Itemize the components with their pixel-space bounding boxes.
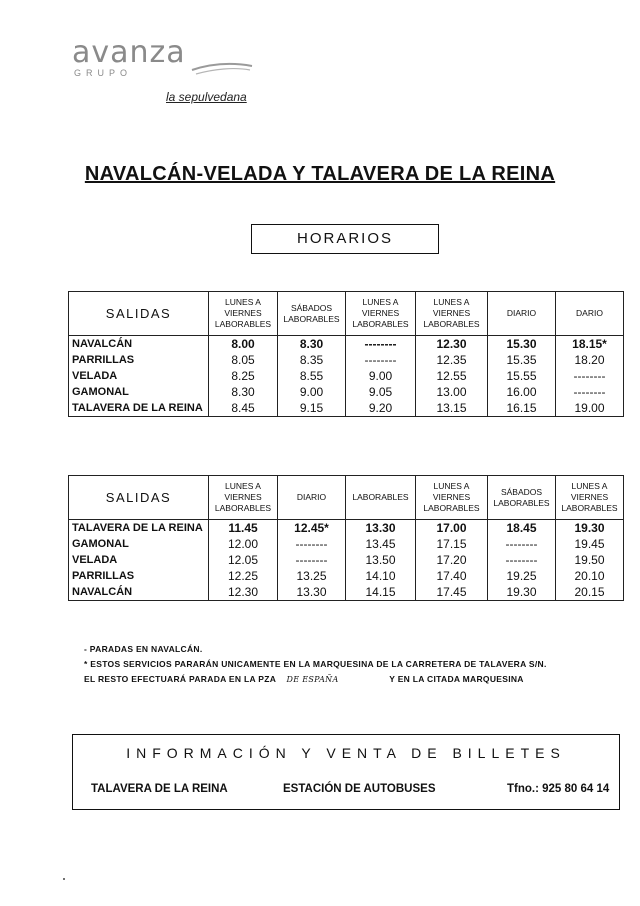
column-header bbox=[556, 292, 624, 336]
departure-time: 15.30 bbox=[506, 337, 537, 351]
departure-time: 13.00 bbox=[436, 385, 467, 399]
stop-name: PARRILLAS bbox=[72, 570, 135, 582]
departure-time: 11.45 bbox=[228, 521, 258, 535]
departure-time: 18.15* bbox=[572, 337, 607, 351]
logo-grupo: GRUPO bbox=[74, 68, 133, 78]
column-header bbox=[278, 476, 346, 520]
departure-time: 16.00 bbox=[506, 385, 537, 399]
header-line: SÁBADOS bbox=[290, 302, 333, 313]
departure-time: 8.55 bbox=[299, 369, 324, 383]
departure-time: -------- bbox=[364, 353, 397, 367]
departure-time: 12.55 bbox=[436, 369, 467, 383]
departure-time: 12.30 bbox=[436, 337, 467, 351]
departure-time: 12.25 bbox=[227, 569, 259, 583]
header-line: LUNES A bbox=[433, 297, 470, 307]
departure-time: 18.20 bbox=[574, 353, 605, 367]
header-line: VIERNES bbox=[224, 492, 262, 502]
header-line: VIERNES bbox=[361, 308, 400, 318]
note-rest-end: Y EN LA CITADA MARQUESINA bbox=[389, 674, 524, 684]
stop-name: TALAVERA DE LA REINA bbox=[72, 522, 203, 534]
column-header bbox=[416, 476, 488, 520]
column-header bbox=[488, 476, 556, 520]
time-column bbox=[209, 520, 278, 601]
departure-time: 15.55 bbox=[506, 369, 537, 383]
column-header bbox=[278, 292, 346, 336]
header-line: LUNES A bbox=[362, 297, 399, 307]
departure-time: 17.00 bbox=[436, 521, 467, 535]
time-column bbox=[488, 336, 556, 417]
schedule-table-return bbox=[68, 475, 624, 601]
header-line: VIERNES bbox=[432, 492, 471, 502]
info-station: ESTACIÓN DE AUTOBUSES bbox=[283, 783, 436, 795]
departure-time: -------- bbox=[573, 369, 606, 383]
departure-time: 19.00 bbox=[574, 401, 605, 415]
header-line: LABORABLES bbox=[214, 503, 272, 513]
info-heading: INFORMACIÓN Y VENTA DE BILLETES bbox=[126, 745, 566, 761]
time-column bbox=[209, 336, 278, 417]
departure-time: 20.15 bbox=[574, 585, 605, 599]
departure-time: 12.45* bbox=[294, 521, 329, 535]
time-column bbox=[556, 520, 624, 601]
departure-time: 12.35 bbox=[436, 353, 467, 367]
departure-time: -------- bbox=[505, 537, 538, 551]
departure-time: 18.45 bbox=[506, 521, 537, 535]
schedule-table-outbound bbox=[68, 291, 624, 417]
departure-time: 13.45 bbox=[365, 537, 396, 551]
departure-time: 13.25 bbox=[296, 569, 327, 583]
column-header bbox=[346, 476, 416, 520]
departure-time: 8.45 bbox=[231, 401, 255, 415]
time-column bbox=[346, 336, 416, 417]
stop-name: PARRILLAS bbox=[72, 354, 135, 366]
header-line: LABORABLES bbox=[352, 319, 409, 329]
header-line: LABORABLES bbox=[214, 319, 272, 329]
departure-time: 19.30 bbox=[506, 585, 537, 599]
logo-brand: avanza bbox=[72, 35, 186, 70]
horarios-label: HORARIOS bbox=[251, 224, 439, 254]
departure-time: 9.15 bbox=[299, 401, 324, 415]
logo-subtitle: la sepulvedana bbox=[166, 90, 247, 104]
logo-swoosh-icon bbox=[190, 52, 254, 78]
departure-time: 14.15 bbox=[365, 585, 396, 599]
stop-name: NAVALCÁN bbox=[72, 586, 133, 598]
stop-list bbox=[69, 520, 209, 601]
departure-time: 9.20 bbox=[368, 401, 393, 415]
note-rest-start: EL RESTO EFECTUARÁ PARADA EN LA PZA bbox=[84, 674, 276, 684]
stop-name: GAMONAL bbox=[72, 386, 129, 398]
departure-time: 8.00 bbox=[231, 337, 255, 351]
header-line: LUNES A bbox=[225, 297, 261, 307]
departure-time: -------- bbox=[295, 537, 328, 551]
header-line: DIARIO bbox=[506, 308, 537, 318]
departure-time: 19.25 bbox=[506, 569, 537, 583]
departure-time: 13.15 bbox=[436, 401, 467, 415]
header-line: LABORABLES bbox=[283, 313, 340, 324]
stop-name: NAVALCÁN bbox=[72, 338, 133, 350]
column-header bbox=[416, 292, 488, 336]
time-column bbox=[346, 520, 416, 601]
time-column bbox=[278, 520, 346, 601]
column-header bbox=[346, 292, 416, 336]
departure-time: 17.45 bbox=[436, 585, 467, 599]
note-stops: - PARADAS EN NAVALCÁN. bbox=[84, 644, 203, 654]
note-handwritten: DE ESPAÑA bbox=[286, 675, 339, 684]
departure-time: 17.40 bbox=[436, 569, 467, 583]
column-header bbox=[556, 476, 624, 520]
header-line: LABORABLES bbox=[423, 503, 480, 513]
departure-time: 13.30 bbox=[365, 521, 396, 535]
departure-time: 12.00 bbox=[227, 537, 259, 551]
header-line: DIARIO bbox=[296, 492, 327, 502]
header-line: LABORABLES bbox=[493, 497, 550, 508]
column-header bbox=[209, 476, 278, 520]
time-column bbox=[488, 520, 556, 601]
departure-time: -------- bbox=[505, 553, 538, 567]
time-column bbox=[416, 336, 488, 417]
time-column bbox=[556, 336, 624, 417]
departure-time: 9.00 bbox=[368, 369, 393, 383]
header-line: SÁBADOS bbox=[500, 486, 543, 497]
departure-time: 16.15 bbox=[506, 401, 537, 415]
page-title: NAVALCÁN-VELADA Y TALAVERA DE LA REINA bbox=[84, 163, 556, 185]
departure-time: 19.45 bbox=[574, 537, 605, 551]
scan-speck bbox=[63, 878, 65, 880]
info-phone: Tfno.: 925 80 64 14 bbox=[507, 783, 610, 795]
header-line: VIERNES bbox=[224, 308, 262, 318]
departure-time: 8.25 bbox=[231, 369, 255, 383]
info-box bbox=[72, 734, 620, 810]
time-column bbox=[416, 520, 488, 601]
header-line: LUNES A bbox=[225, 481, 261, 491]
departure-time: -------- bbox=[573, 385, 606, 399]
header-line: LUNES A bbox=[433, 481, 470, 491]
departure-time: 12.30 bbox=[227, 585, 259, 599]
header-line: LUNES A bbox=[571, 481, 608, 491]
footnotes bbox=[84, 642, 547, 687]
column-header bbox=[488, 292, 556, 336]
departure-time: 20.10 bbox=[574, 569, 605, 583]
departure-time: 9.05 bbox=[368, 385, 393, 399]
departure-time: 13.50 bbox=[365, 553, 396, 567]
header-line: LABORABLES bbox=[423, 319, 480, 329]
note-asterisk: * ESTOS SERVICIOS PARARÁN UNICAMENTE EN LA MARQUESINA DE LA CARRETERA DE TALAVERA S/N. bbox=[84, 659, 547, 669]
departure-time: 8.30 bbox=[231, 385, 255, 399]
stop-name: GAMONAL bbox=[72, 538, 129, 550]
departure-time: 8.30 bbox=[299, 337, 324, 351]
salidas-header: SALIDAS bbox=[69, 476, 209, 520]
departure-time: 17.20 bbox=[436, 553, 467, 567]
departure-time: -------- bbox=[295, 553, 328, 567]
stop-list bbox=[69, 336, 209, 417]
salidas-header: SALIDAS bbox=[69, 292, 209, 336]
departure-time: 8.05 bbox=[231, 353, 255, 367]
stop-name: TALAVERA DE LA REINA bbox=[72, 402, 203, 414]
departure-time: 8.35 bbox=[299, 353, 324, 367]
time-column bbox=[278, 336, 346, 417]
departure-time: 17.15 bbox=[436, 537, 467, 551]
departure-time: -------- bbox=[364, 337, 397, 351]
info-city: TALAVERA DE LA REINA bbox=[91, 783, 228, 795]
departure-time: 14.10 bbox=[365, 569, 396, 583]
departure-time: 12.05 bbox=[227, 553, 259, 567]
stop-name: VELADA bbox=[72, 370, 118, 382]
header-line: VIERNES bbox=[432, 308, 471, 318]
header-line: LABORABLES bbox=[352, 492, 409, 502]
stop-name: VELADA bbox=[72, 554, 118, 566]
header-line: LABORABLES bbox=[561, 503, 618, 513]
column-header bbox=[209, 292, 278, 336]
note-rest bbox=[84, 672, 547, 687]
header-line: DARIO bbox=[576, 308, 603, 318]
departure-time: 15.35 bbox=[506, 353, 537, 367]
departure-time: 13.30 bbox=[296, 585, 327, 599]
departure-time: 19.30 bbox=[574, 521, 605, 535]
departure-time: 9.00 bbox=[299, 385, 324, 399]
company-logo bbox=[72, 35, 186, 78]
header-line: VIERNES bbox=[570, 492, 609, 502]
departure-time: 19.50 bbox=[574, 553, 605, 567]
